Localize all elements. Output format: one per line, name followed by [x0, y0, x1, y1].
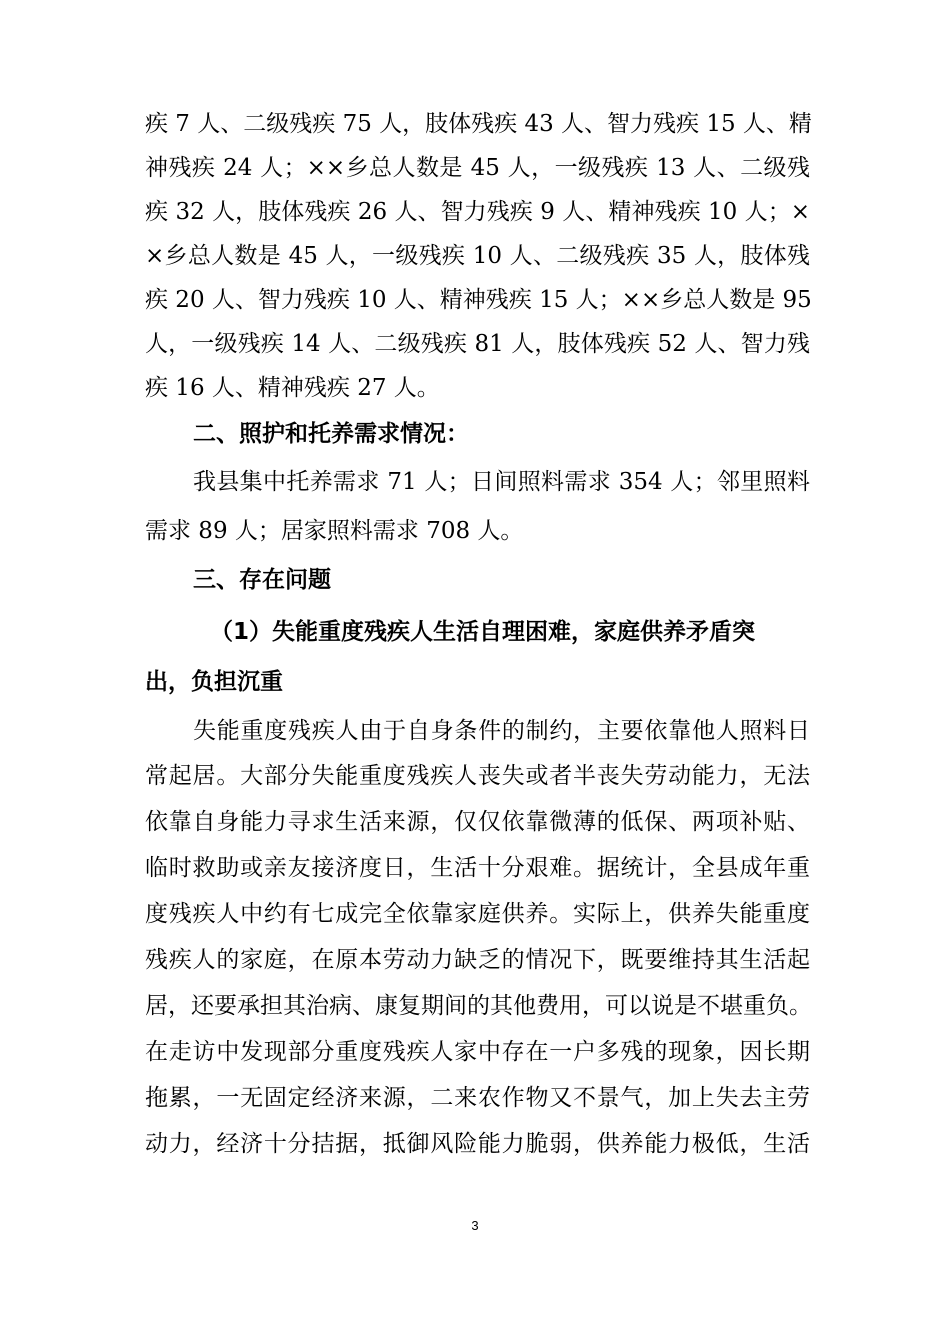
text-line: 依靠自身能力寻求生活来源，仅仅依靠微薄的低保、两项补贴、 [145, 809, 810, 835]
text-line: 残疾人的家庭，在原本劳动力缺乏的情况下，既要维持其生活起 [145, 947, 810, 973]
text-line: 疾 16 人、精神残疾 27 人。 [145, 375, 440, 401]
text-line: 动力，经济十分拮据，抵御风险能力脆弱，供养能力极低，生活 [145, 1131, 810, 1157]
section-heading-problems: 三、存在问题 [193, 567, 331, 593]
text-line: 疾 7 人、二级残疾 75 人，肢体残疾 43 人、智力残疾 15 人、精 [145, 111, 812, 137]
text-line: 拖累，一无固定经济来源，二来农作物又不景气，加上失去主劳 [145, 1085, 810, 1111]
text-line: ×乡总人数是 45 人，一级残疾 10 人、二级残疾 35 人，肢体残 [145, 243, 810, 269]
text-line: 需求 89 人；居家照料需求 708 人。 [145, 518, 524, 544]
text-line: 临时救助或亲友接济度日，生活十分艰难。据统计，全县成年重 [145, 855, 810, 881]
text-line: 在走访中发现部分重度残疾人家中存在一户多残的现象，因长期 [145, 1039, 810, 1065]
text-line: 人，一级残疾 14 人、二级残疾 81 人，肢体残疾 52 人、智力残 [145, 331, 810, 357]
subheading-line: （1）失能重度残疾人生活自理困难，家庭供养矛盾突 [210, 619, 756, 645]
text-line: 度残疾人中约有七成完全依靠家庭供养。实际上，供养失能重度 [145, 901, 810, 927]
text-line: 我县集中托养需求 71 人；日间照料需求 354 人；邻里照料 [193, 469, 810, 495]
text-line: 神残疾 24 人；××乡总人数是 45 人，一级残疾 13 人、二级残 [145, 155, 810, 181]
text-line: 居，还要承担其治病、康复期间的其他费用，可以说是不堪重负。 [145, 993, 812, 1019]
text-line: 失能重度残疾人由于自身条件的制约，主要依靠他人照料日 [193, 718, 810, 744]
text-line: 疾 20 人、智力残疾 10 人、精神残疾 15 人；××乡总人数是 95 [145, 287, 812, 313]
subheading-line: 出，负担沉重 [145, 669, 283, 695]
page-number: 3 [471, 1218, 479, 1233]
text-line: 常起居。大部分失能重度残疾人丧失或者半丧失劳动能力，无法 [145, 763, 810, 789]
section-heading-care-needs: 二、照护和托养需求情况： [193, 421, 469, 447]
text-line: 疾 32 人，肢体残疾 26 人、智力残疾 9 人、精神残疾 10 人；× [145, 199, 810, 225]
